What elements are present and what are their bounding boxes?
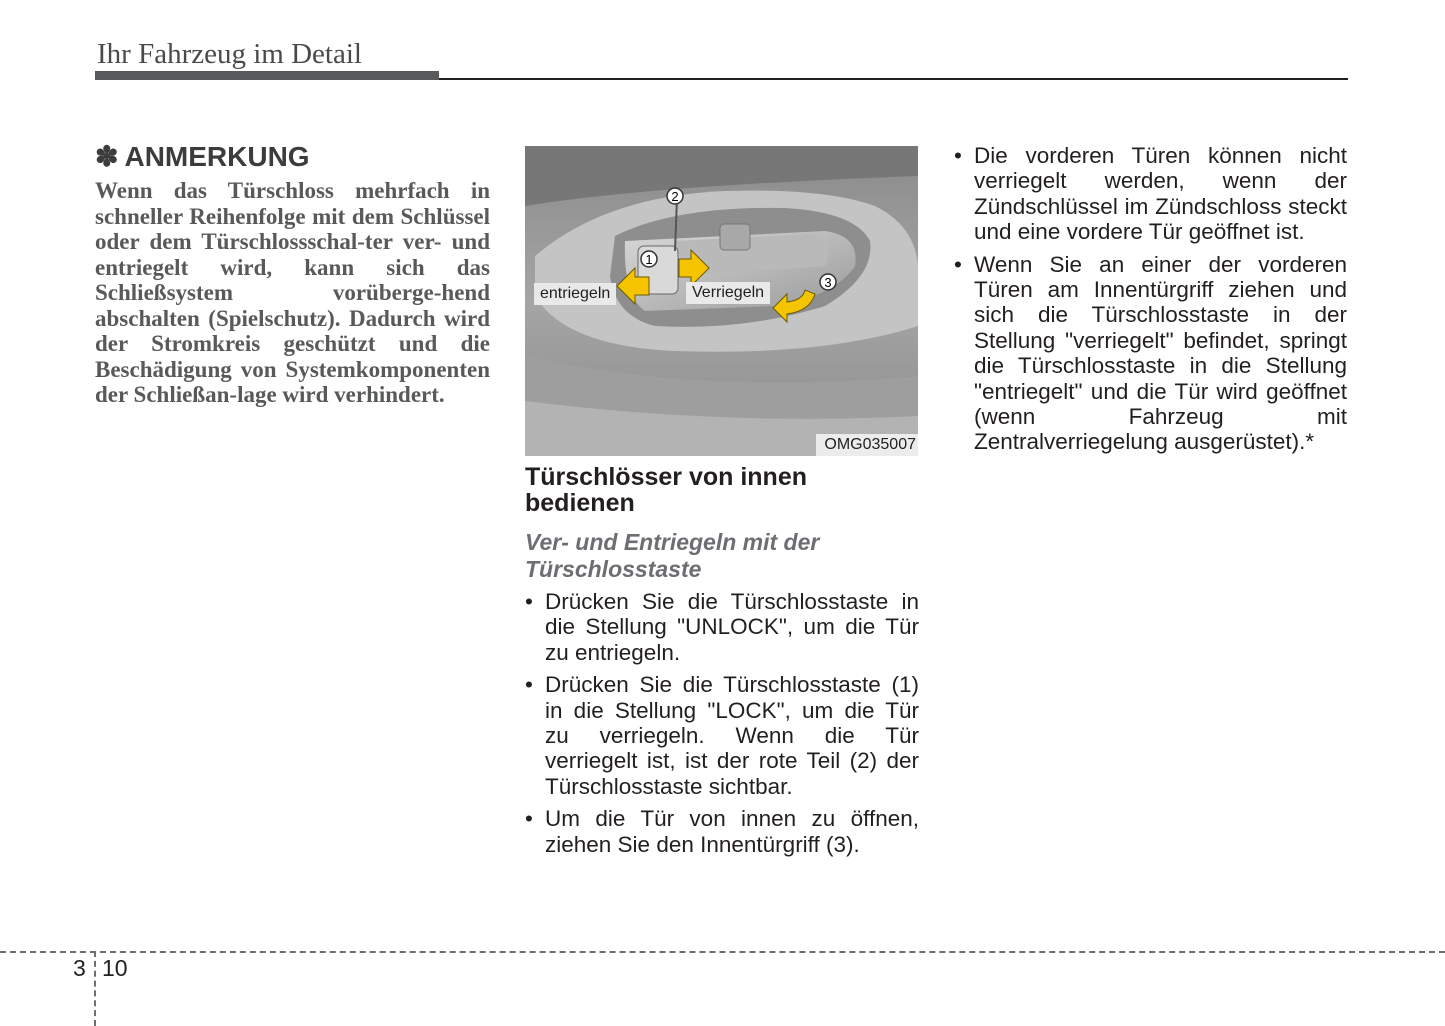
- chapter-number: 3: [73, 955, 86, 981]
- header-rule: [439, 78, 1348, 80]
- section-bullet-list: [525, 589, 919, 864]
- footer-rule: [0, 951, 1445, 953]
- right-bullet-list: [954, 143, 1347, 462]
- marker-3: 3: [824, 275, 832, 290]
- list-item: • Drücken Sie die Türschlosstaste in die Stellung "UNLOCK", um die Tür zu entriegeln.: [525, 589, 919, 665]
- list-item: • Die vorderen Türen können nicht verriegelt werden, wenn der Zündschlüssel im Zündschloss steckt und eine vordere Tür geöffnet ist.: [954, 143, 1347, 245]
- list-item: • Um die Tür von innen zu öffnen, ziehen Sie den Innentürgriff (3).: [525, 806, 919, 857]
- note-heading: [95, 140, 310, 173]
- figure-code: OMG035007: [816, 434, 918, 456]
- page-number: 10: [102, 955, 128, 981]
- section-title: Türschlösser von innen bedienen: [525, 463, 808, 517]
- unlock-label: entriegeln: [534, 283, 616, 305]
- section-subtitle: Ver- und Entriegeln mit der Türschlosstaste: [525, 529, 820, 582]
- marker-2: 2: [671, 189, 679, 204]
- footer-divider: [94, 951, 96, 1026]
- list-item: • Wenn Sie an einer der vorderen Türen am Innentürgriff ziehen und sich die Türschlosstaste in der Stellung "verriegelt" befindet, springt die Türschlosstaste in die Stellung "entriegelt" und die Tür wird geöffnet (wenn Fahrzeug mit Zentralverriegelung ausgerüstet).*: [954, 252, 1347, 455]
- note-body: Wenn das Türschloss mehrfach in schneller Reihenfolge mit dem Schlüssel oder dem Türschlossschal-ter ver- und entriegelt wird, kann sich das Schließsystem vorüberge-hend abschalten (Spielschutz). Dadurch wird der Stromkreis geschützt und die Beschädigung von Systemkomponenten der Schließan-lage wird verhindert.: [95, 178, 490, 407]
- door-handle-figure: [525, 146, 918, 456]
- running-header: Ihr Fahrzeug im Detail: [97, 38, 362, 70]
- note-heading-text: ANMERKUNG: [124, 141, 310, 172]
- list-item: • Drücken Sie die Türschlosstaste (1) in die Stellung "LOCK", um die Tür zu verriegeln. Wenn die Tür verriegelt ist, ist der rote Teil (2) der Türschlosstaste sichtbar.: [525, 672, 919, 799]
- lock-label: Verriegeln: [686, 282, 770, 304]
- marker-1: 1: [645, 252, 653, 267]
- note-star-icon: ✽: [95, 141, 119, 172]
- header-bar: [95, 71, 439, 80]
